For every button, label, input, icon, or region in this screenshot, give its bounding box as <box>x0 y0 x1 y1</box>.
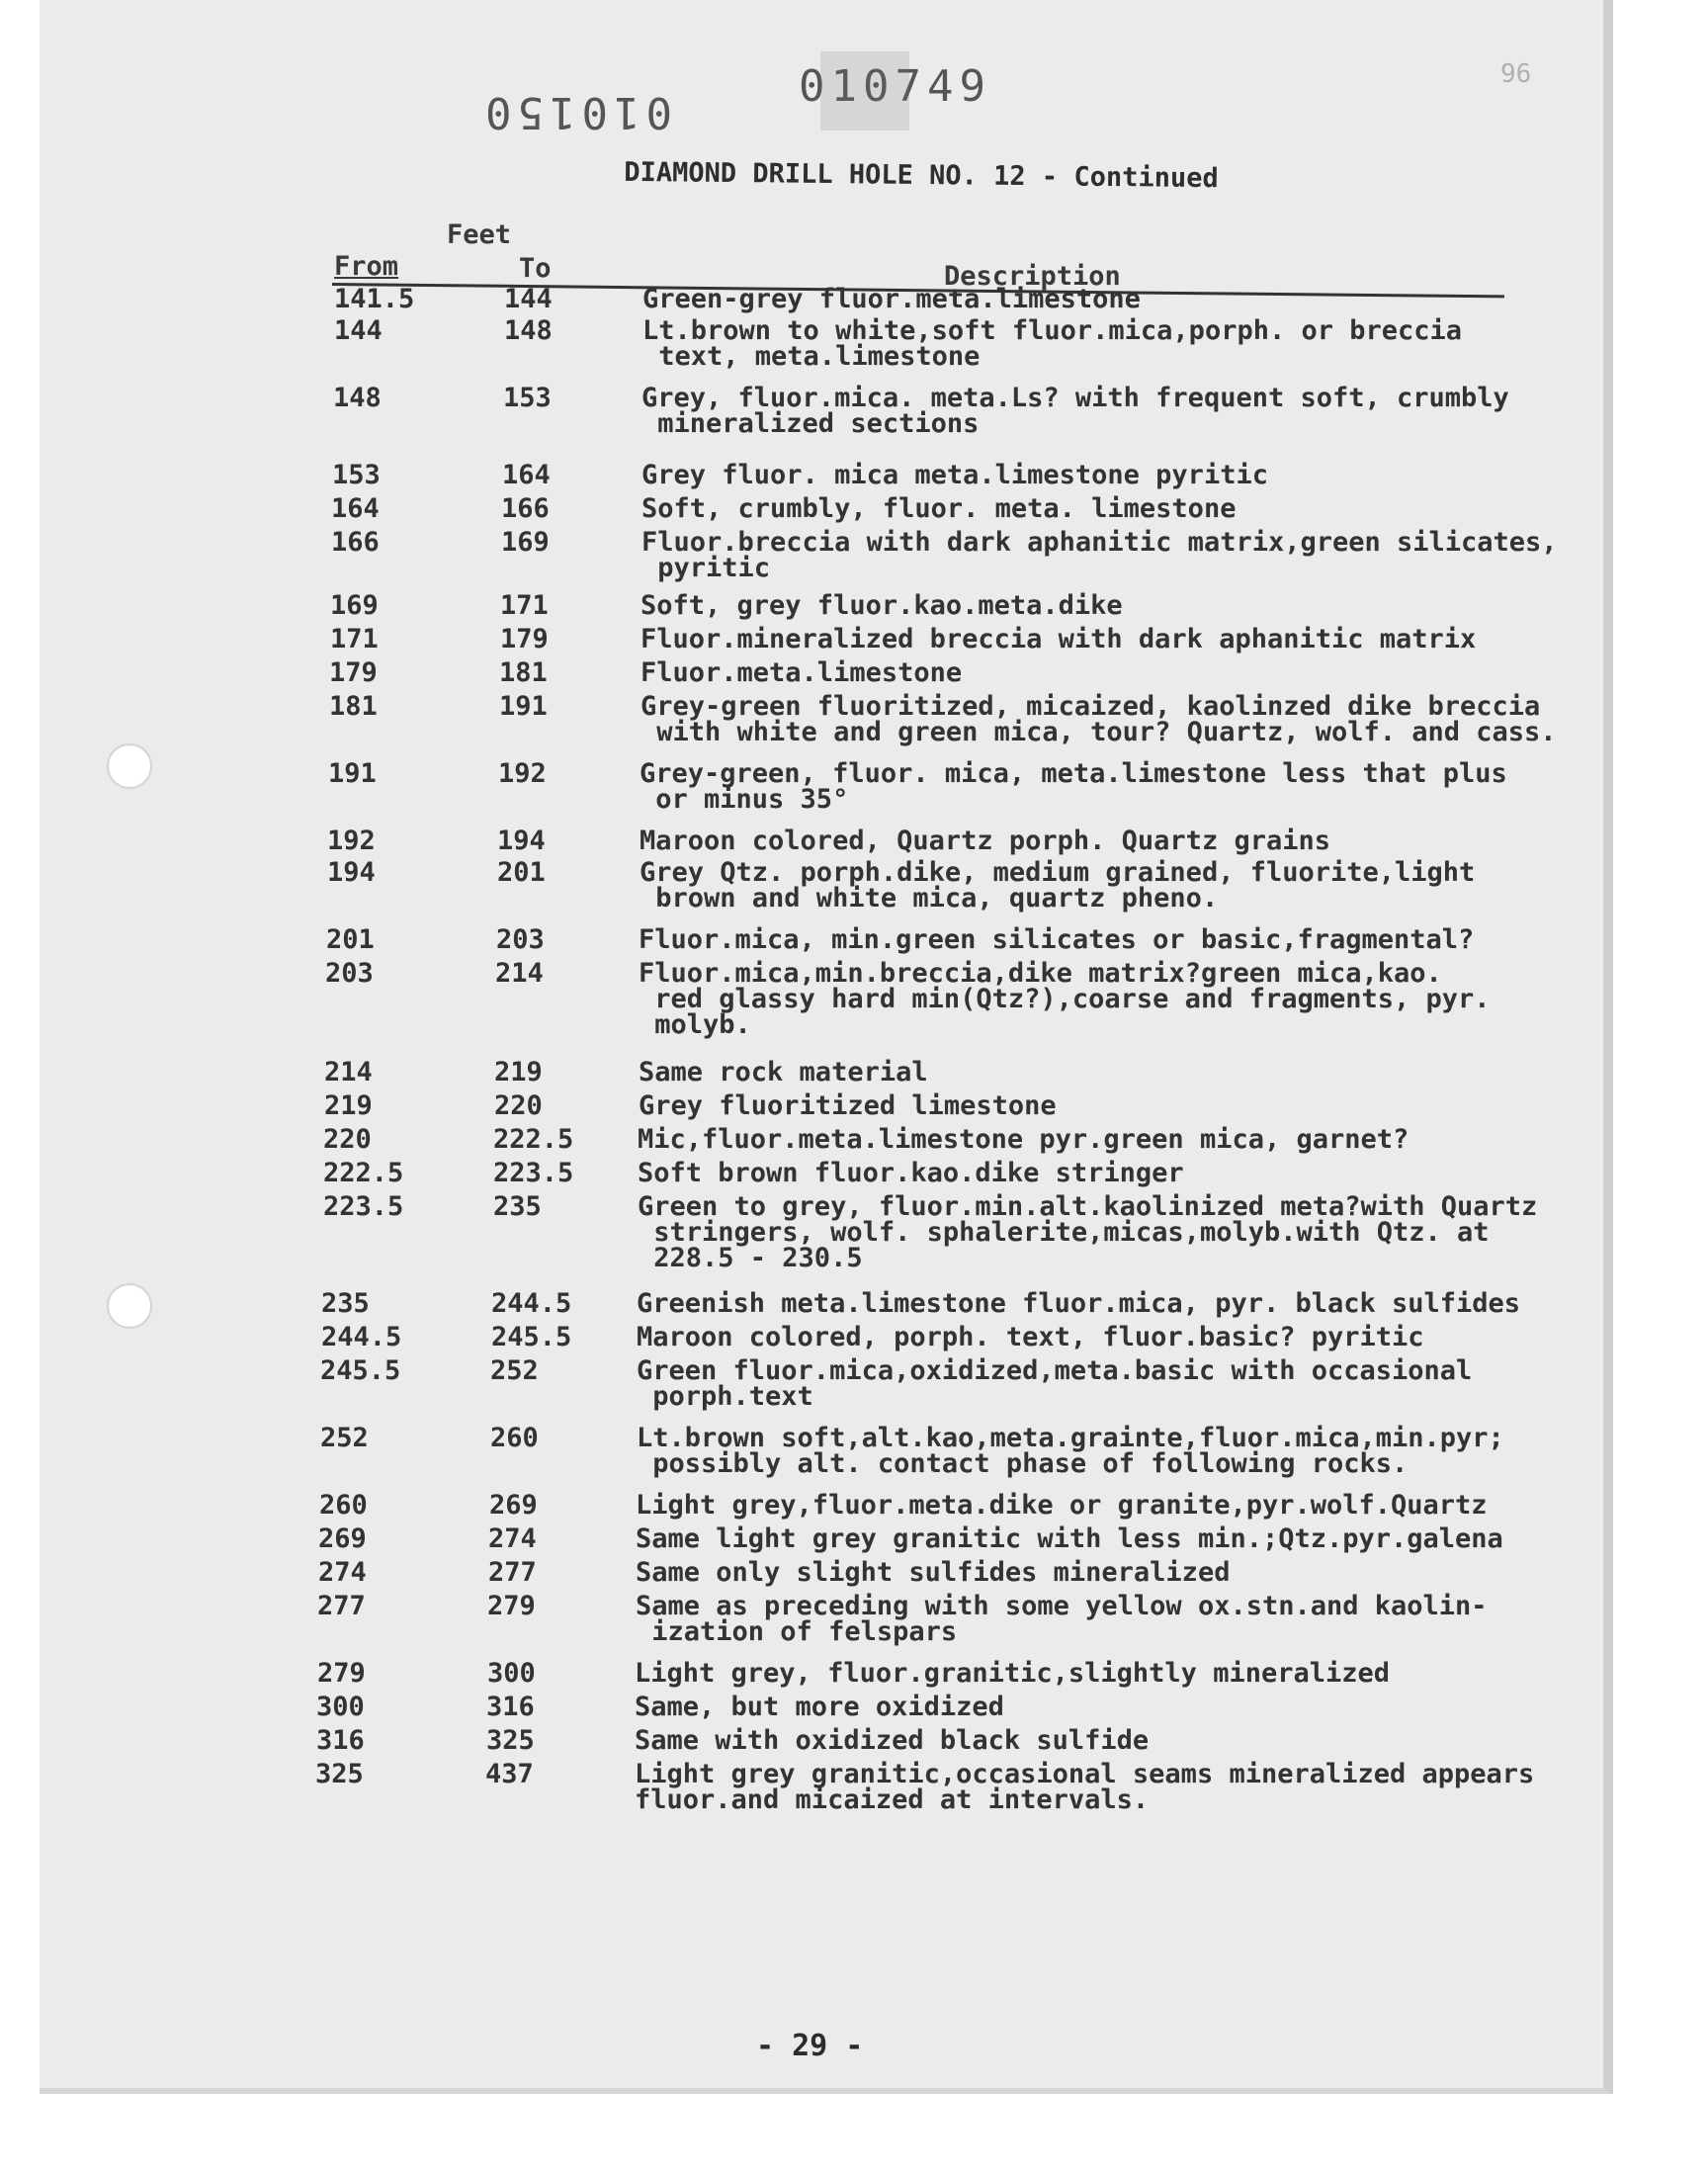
from-cell: 316 <box>316 1725 365 1756</box>
to-cell: 201 <box>497 857 546 888</box>
to-cell: 245.5 <box>491 1322 572 1352</box>
to-cell: 191 <box>499 691 548 722</box>
to-cell: 300 <box>487 1658 536 1689</box>
description-cell: Lt.brown to white,soft fluor.mica,porph. or breccia text, meta.limestone <box>642 315 1463 372</box>
from-cell: 192 <box>327 826 376 856</box>
stamp-number: 010749 <box>799 61 991 112</box>
description-cell: Fluor.meta.limestone <box>640 657 963 688</box>
description-cell: Grey fluor. mica meta.limestone pyritic <box>641 460 1268 490</box>
from-cell: 279 <box>317 1658 366 1689</box>
from-cell: 219 <box>324 1090 373 1121</box>
from-cell: 164 <box>331 493 380 524</box>
to-cell: 235 <box>493 1191 542 1222</box>
from-cell: 201 <box>326 924 375 955</box>
from-cell: 223.5 <box>323 1191 404 1222</box>
to-cell: 144 <box>504 284 553 314</box>
from-cell: 222.5 <box>323 1158 404 1188</box>
description-cell: Light grey,fluor.meta.dike or granite,pyr.wolf.Quartz <box>636 1490 1488 1521</box>
description-cell: Same light grey granitic with less min.;Qtz.pyr.galena <box>636 1523 1503 1554</box>
to-cell: 169 <box>501 527 550 558</box>
from-cell: 269 <box>318 1523 367 1554</box>
to-cell: 279 <box>487 1591 536 1621</box>
to-cell: 148 <box>504 315 553 346</box>
description-cell: Same only slight sulfides mineralized <box>636 1557 1231 1588</box>
to-cell: 437 <box>485 1759 534 1789</box>
description-cell: Same rock material <box>639 1057 928 1088</box>
from-cell: 252 <box>320 1423 369 1453</box>
to-cell: 194 <box>497 826 546 856</box>
to-cell: 164 <box>502 460 551 490</box>
description-cell: Green-grey fluor.meta.limestone <box>642 284 1141 314</box>
from-cell: 235 <box>321 1288 370 1319</box>
to-cell: 274 <box>488 1523 537 1554</box>
description-cell: Soft brown fluor.kao.dike stringer <box>638 1158 1184 1188</box>
to-column-header: To <box>519 253 552 284</box>
to-cell: 181 <box>499 657 548 688</box>
to-cell: 203 <box>496 924 545 955</box>
to-cell: 269 <box>489 1490 538 1521</box>
to-cell: 153 <box>503 383 552 413</box>
description-cell: Grey, fluor.mica. meta.Ls? with frequent soft, crumbly mineralized sections <box>641 383 1509 439</box>
to-cell: 316 <box>486 1692 535 1722</box>
to-cell: 219 <box>494 1057 543 1088</box>
to-cell: 192 <box>498 758 547 789</box>
from-cell: 300 <box>316 1692 365 1722</box>
description-cell: Greenish meta.limestone fluor.mica, pyr. black sulfides <box>637 1288 1521 1319</box>
from-cell: 214 <box>324 1057 373 1088</box>
description-cell: Same, but more oxidized <box>635 1692 1004 1722</box>
description-cell: Same with oxidized black sulfide <box>635 1725 1150 1756</box>
description-cell: Fluor.mineralized breccia with dark aphanitic matrix <box>640 624 1477 654</box>
feet-header: Feet <box>447 219 512 250</box>
from-cell: 245.5 <box>320 1355 401 1386</box>
description-cell: Lt.brown soft,alt.kao,meta.grainte,fluor.mica,min.pyr; possibly alt. contact phase of following rocks. <box>637 1423 1504 1479</box>
description-cell: Grey-green fluoritized, micaized, kaolinzed dike breccia with white and green mica, tour? Quartz, wolf. and cass. <box>640 691 1557 747</box>
description-cell: Soft, crumbly, fluor. meta. limestone <box>641 493 1237 524</box>
stamp-number-inverted: 010150 <box>479 87 672 137</box>
from-cell: 148 <box>333 383 382 413</box>
description-cell: Green to grey, fluor.min.alt.kaolinized meta?with Quartz stringers, wolf. sphalerite,micas,molyb.with Qtz. at 228.5 - 230.5 <box>638 1191 1538 1273</box>
to-cell: 214 <box>495 958 544 989</box>
from-cell: 181 <box>329 691 378 722</box>
description-cell: Fluor.mica,min.breccia,dike matrix?green mica,kao. red glassy hard min(Qtz?),coarse and fragments, pyr. molyb. <box>639 958 1491 1040</box>
to-cell: 223.5 <box>493 1158 574 1188</box>
description-cell: Grey-green, fluor. mica, meta.limestone less that plus or minus 35° <box>640 758 1507 815</box>
description-cell: Maroon colored, Quartz porph. Quartz grains <box>640 826 1330 856</box>
description-cell: Fluor.mica, min.green silicates or basic,fragmental? <box>639 924 1475 955</box>
to-cell: 325 <box>486 1725 535 1756</box>
description-cell: Green fluor.mica,oxidized,meta.basic with occasional porph.text <box>637 1355 1473 1412</box>
from-cell: 191 <box>328 758 377 789</box>
to-cell: 244.5 <box>491 1288 572 1319</box>
from-cell: 325 <box>315 1759 364 1789</box>
description-cell: Grey fluoritized limestone <box>639 1090 1057 1121</box>
description-cell: Same as preceding with some yellow ox.stn.and kaolin- ization of felspars <box>636 1591 1488 1647</box>
description-cell: Fluor.breccia with dark aphanitic matrix,green silicates, pyritic <box>641 527 1558 583</box>
from-cell: 260 <box>319 1490 368 1521</box>
to-cell: 277 <box>488 1557 537 1588</box>
from-cell: 141.5 <box>334 284 415 314</box>
from-column-header: From <box>334 251 399 282</box>
from-cell: 220 <box>323 1124 372 1155</box>
from-cell: 153 <box>332 460 381 490</box>
from-cell: 274 <box>318 1557 367 1588</box>
corner-page-mark: 96 <box>1500 59 1532 89</box>
from-cell: 203 <box>325 958 374 989</box>
from-cell: 166 <box>331 527 380 558</box>
description-cell: Grey Qtz. porph.dike, medium grained, fluorite,light brown and white mica, quartz pheno. <box>640 857 1476 914</box>
to-cell: 220 <box>494 1090 543 1121</box>
to-cell: 260 <box>490 1423 539 1453</box>
to-cell: 166 <box>501 493 550 524</box>
from-cell: 169 <box>330 590 379 621</box>
description-cell: Mic,fluor.meta.limestone pyr.green mica, garnet? <box>638 1124 1409 1155</box>
description-cell: Light grey, fluor.granitic,slightly mineralized <box>635 1658 1391 1689</box>
to-cell: 252 <box>490 1355 539 1386</box>
from-cell: 179 <box>329 657 378 688</box>
to-cell: 222.5 <box>493 1124 574 1155</box>
page-number: - 29 - <box>756 2029 864 2063</box>
from-cell: 144 <box>334 315 383 346</box>
from-cell: 171 <box>330 624 379 654</box>
to-cell: 171 <box>500 590 549 621</box>
from-cell: 277 <box>317 1591 366 1621</box>
from-cell: 244.5 <box>321 1322 402 1352</box>
description-cell: Soft, grey fluor.kao.meta.dike <box>640 590 1123 621</box>
description-column-header: Description <box>944 261 1121 292</box>
from-cell: 194 <box>327 857 376 888</box>
to-cell: 179 <box>500 624 549 654</box>
description-cell: Light grey granitic,occasional seams mineralized appears fluor.and micaized at intervals. <box>635 1759 1535 1815</box>
description-cell: Maroon colored, porph. text, fluor.basic? pyritic <box>637 1322 1424 1352</box>
document-title: DIAMOND DRILL HOLE NO. 12 - Continued <box>624 156 1219 195</box>
